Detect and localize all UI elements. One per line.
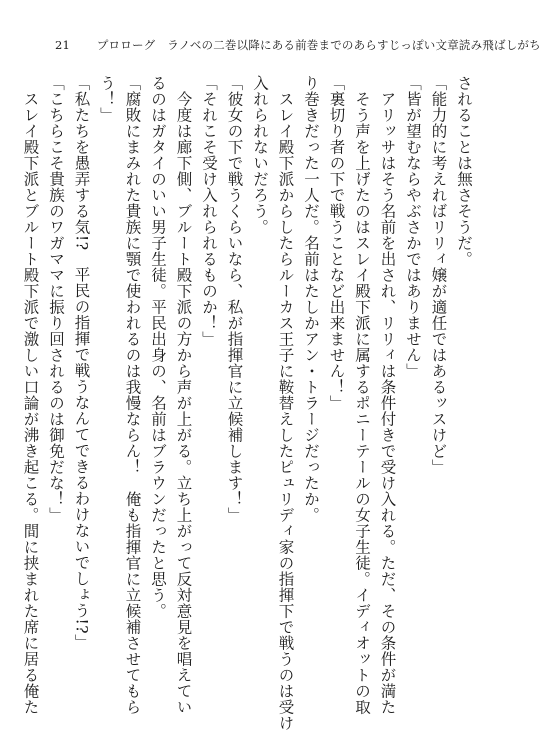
text-line: 「裏切り者の下で戦うことなど出来ません！」 [327,75,346,411]
text-line: スレイ殿下派からしたらルーカス王子に鞍替えしたピュリディ家の指揮下で戦うのは受け [276,75,295,731]
text-line: 「彼女の下で戦うくらいなら、私が指揮官に立候補します！」 [225,75,244,523]
text-line: スレイ殿下派とブルート殿下派で激しい口論が沸き起こる。間に挟まれた席に居る俺た [21,75,40,715]
text-line: 今度は廊下側、ブルート殿下派の方から声が上がる。立ち上がって反対意見を唱えてい [174,75,193,715]
text-line: そう声を上げたのはスレイ殿下派に属するポニーテールの女子生徒。イディオットの取 [353,75,371,715]
vertical-text-body [17,75,476,731]
text-line: アリッサはそう名前を出され、リリィは条件付きで受け入れる。ただ、その条件が満た [378,75,397,715]
text-line: 「こちらこそ貴族のワガママに振り回されるのは御免だな！」 [47,75,65,523]
chapter-subtitle: ラノベの二巻以降にある前巻までのあらすじっぽい文章読み飛ばしがち [167,38,541,52]
chapter-title: プロローグ [96,38,156,52]
text-line: 入れられないだろう。 [251,75,269,235]
text-line: 「能力的に考えればリリィ嬢が適任ではあるッスけど」 [429,75,448,475]
running-header [55,37,541,53]
page-number: 21 [55,38,71,52]
text-line: り巻きだった一人だ。名前はたしかアン・トラージだったか。 [302,75,320,523]
text-line: う！」 [98,75,116,123]
text-line: されることは無さそうだ。 [455,75,473,267]
text-line: 「私たちを愚弄する気!? 平民の指揮で戦うなんてできるわけないでしょう!?」 [72,75,91,651]
text-line: 「それこそ受け入れられるものか！」 [200,75,218,347]
text-line: 「皆が望むならやぶさかではありません」 [404,75,422,379]
text-line: るのはガタイのいい男子生徒。平民出身の、名前はブラウンだったと思う。 [149,75,167,619]
text-line: 「腐敗にまみれた貴族に顎で使われるのは我慢ならん！ 俺も指揮官に立候補させてもら [123,75,142,715]
